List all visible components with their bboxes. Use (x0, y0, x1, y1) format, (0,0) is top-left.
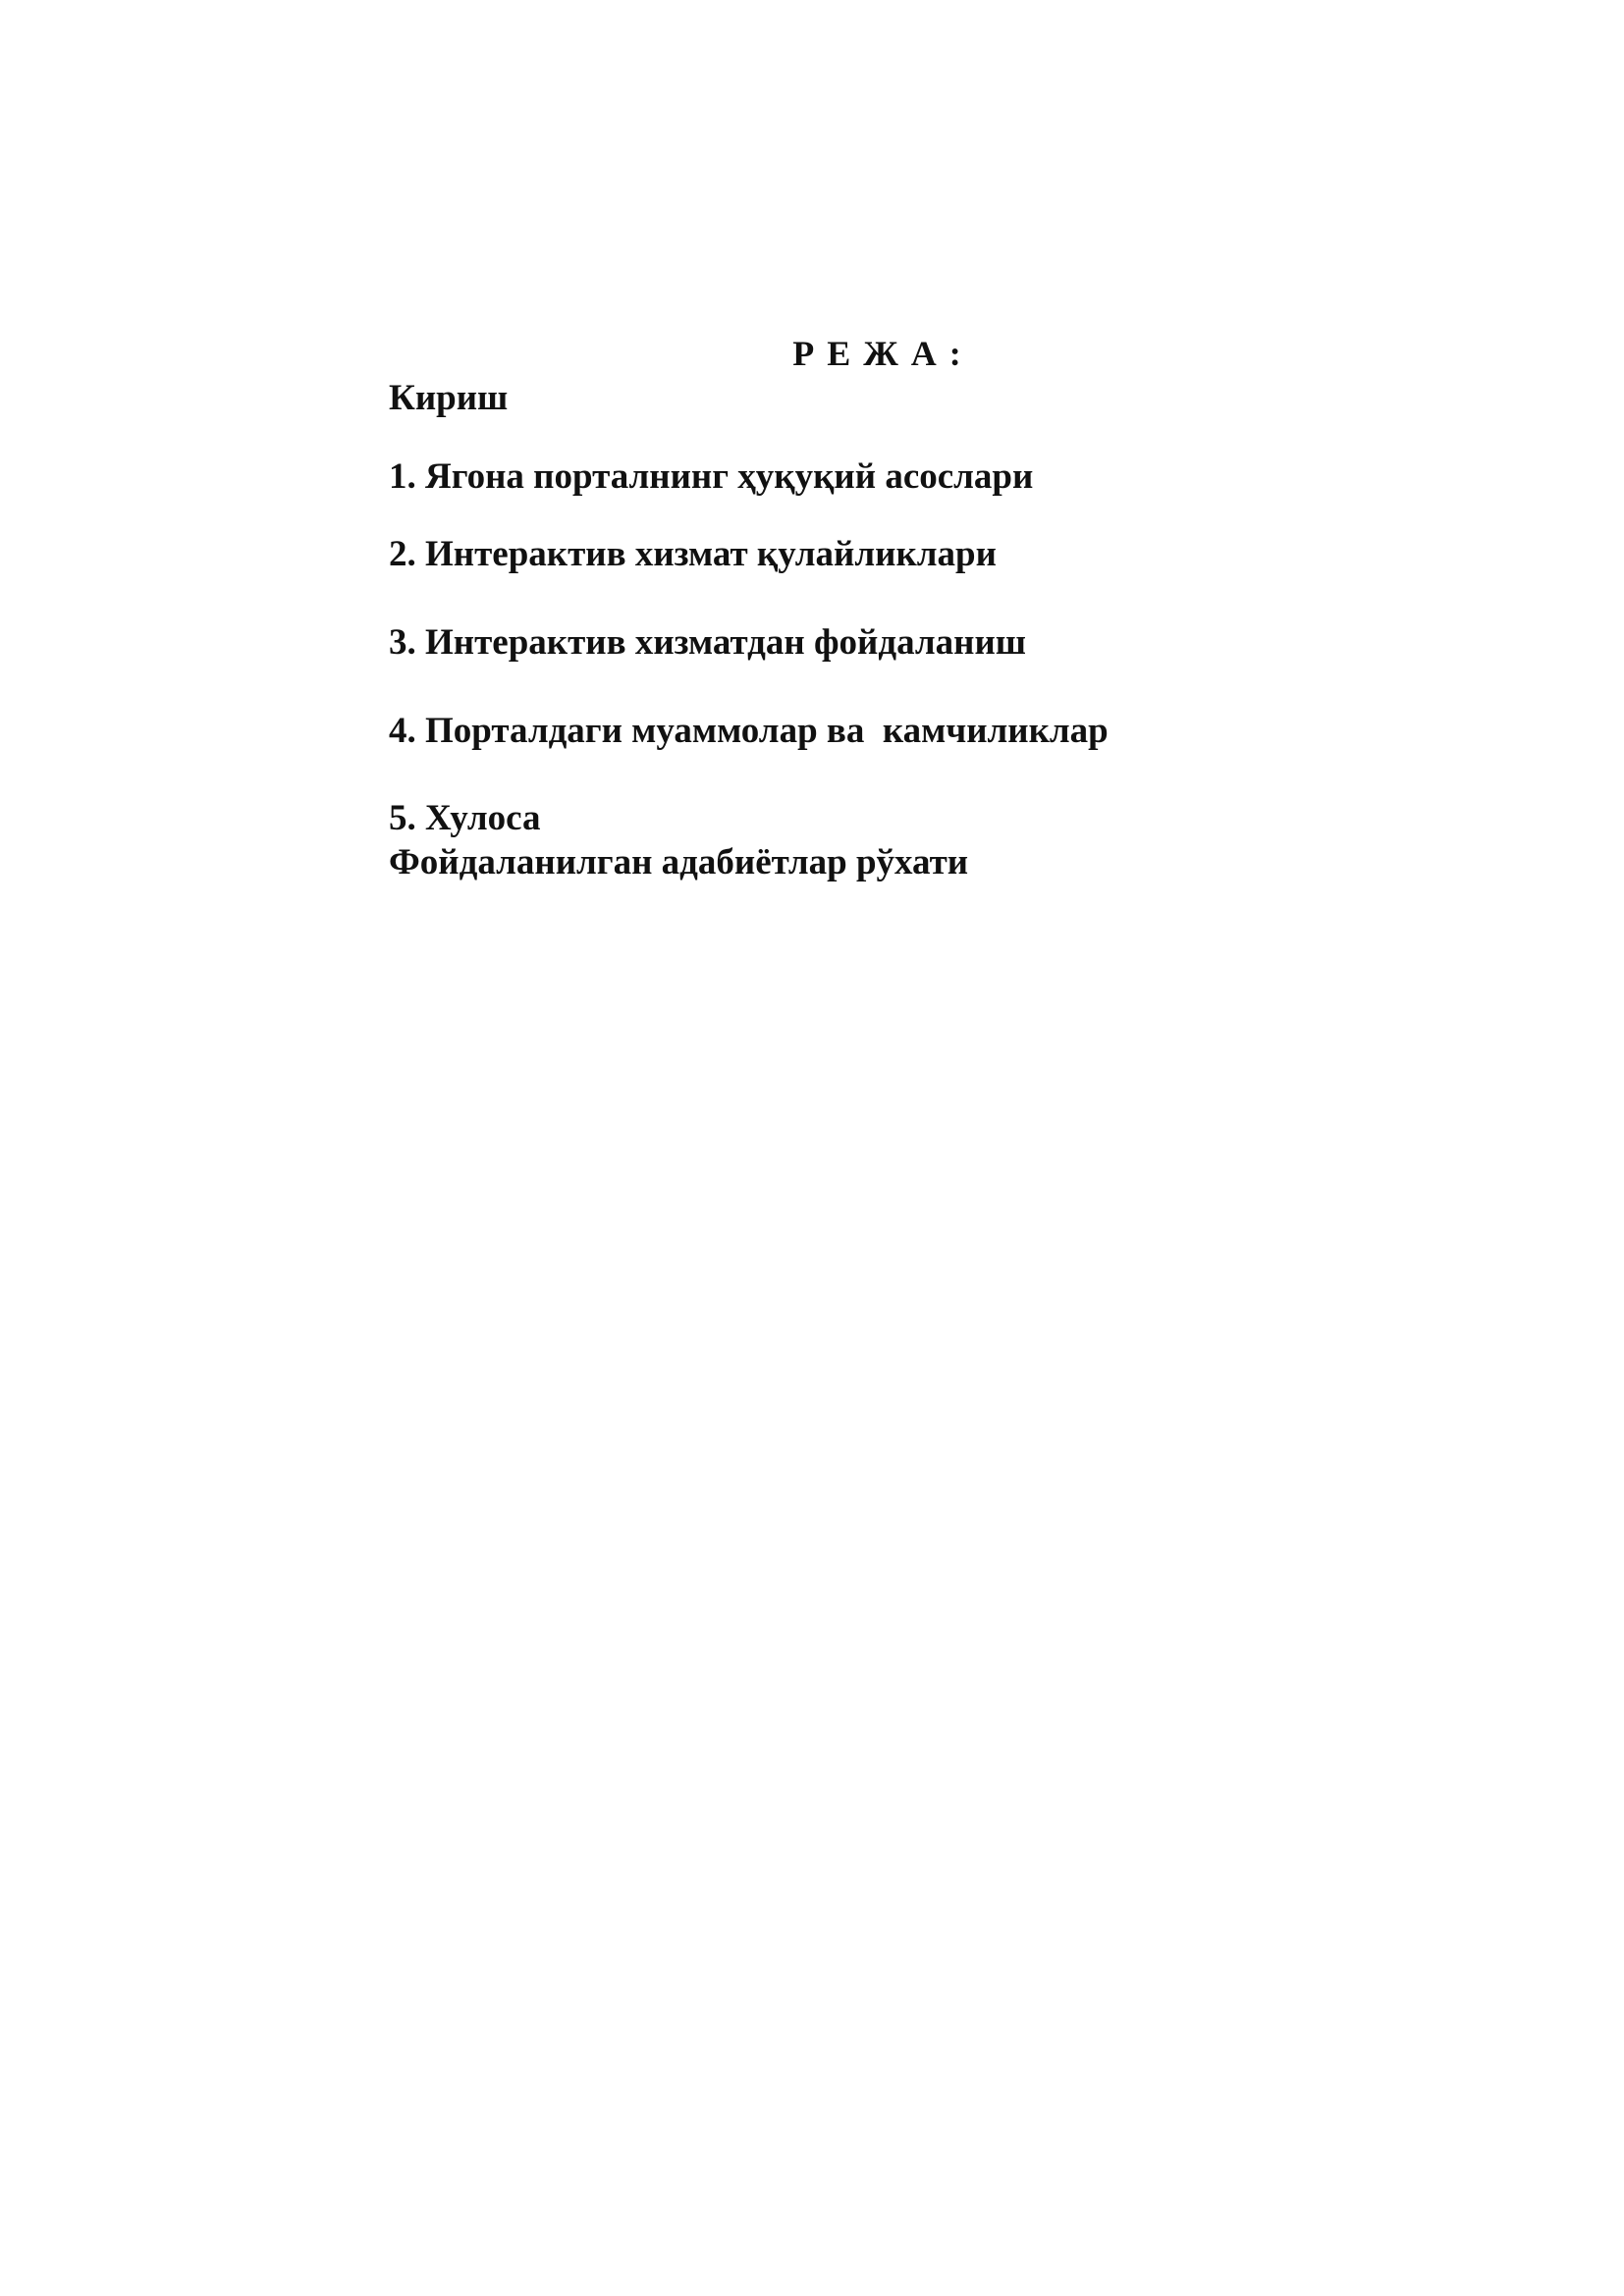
plan-item-1: 1. Ягона порталнинг ҳуқуқий асослари (389, 456, 1034, 497)
intro-line: Кириш (389, 378, 509, 418)
plan-title: Р Е Ж А : (792, 334, 963, 373)
references-line: Фойдаланилган адабиётлар рўхати (389, 842, 969, 882)
plan-item-5: 5. Хулоса (389, 798, 541, 838)
plan-item-4: 4. Порталдаги муаммолар ва камчиликлар (389, 711, 1109, 751)
plan-item-2: 2. Интерактив хизмат қулайликлари (389, 534, 997, 574)
plan-item-3: 3. Интерактив хизматдан фойдаланиш (389, 622, 1027, 663)
